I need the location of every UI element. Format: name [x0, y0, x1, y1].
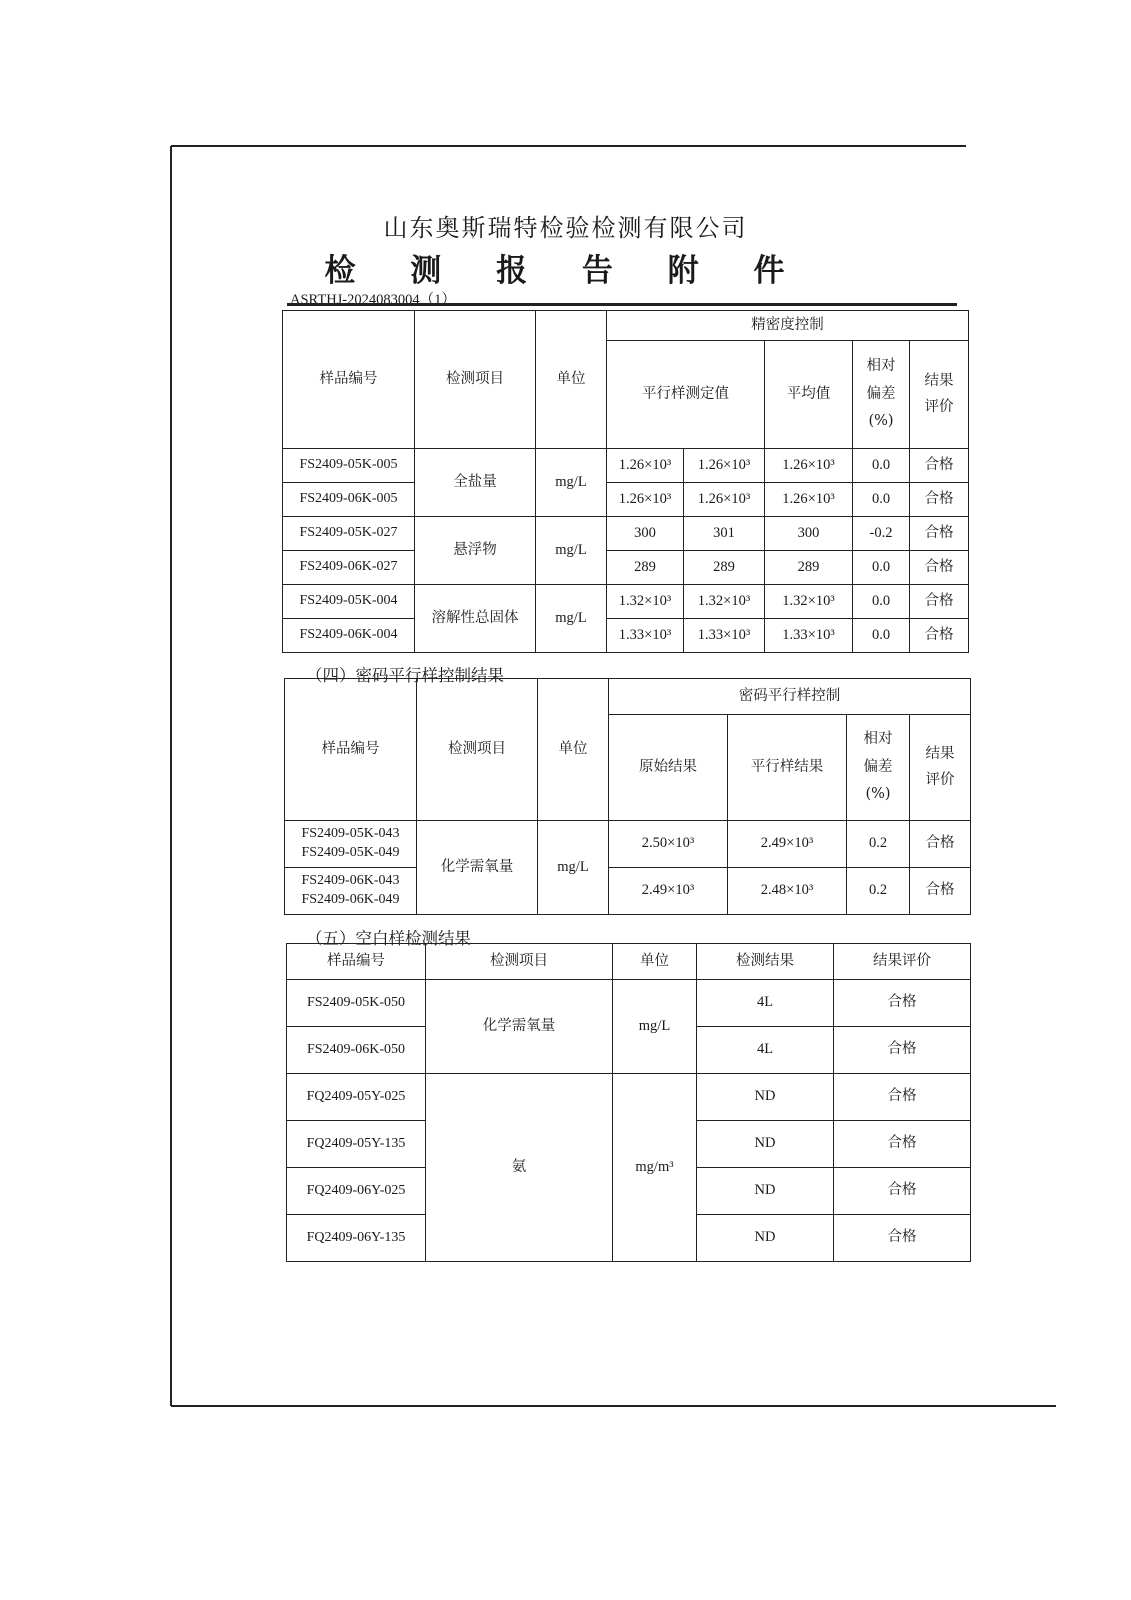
- header-parallel-result: 平行样结果: [728, 715, 847, 821]
- measured-value-1: 1.26×10³: [607, 483, 684, 517]
- table-row: [283, 449, 969, 483]
- mean-value: 1.26×10³: [765, 483, 853, 517]
- document-title: 检 测 报 告 附 件: [324, 253, 807, 289]
- precision-control-table: [282, 310, 969, 653]
- header-precision-control: 精密度控制: [607, 311, 969, 341]
- scan-frame-left: [170, 146, 172, 1406]
- report-number: ASRTHJ-2024083004（1）: [290, 292, 456, 308]
- header-evaluation: 结果 评价: [910, 341, 969, 449]
- unit: mg/L: [536, 585, 607, 653]
- test-result: ND: [697, 1215, 834, 1262]
- relative-deviation: 0.0: [853, 619, 910, 653]
- sample-id: FS2409-06K-050: [287, 1027, 426, 1074]
- evaluation: 合格: [910, 868, 971, 915]
- header-unit: 单位: [536, 311, 607, 449]
- mean-value: 300: [765, 517, 853, 551]
- header-test-result: 检测结果: [697, 944, 834, 980]
- measured-value-2: 1.32×10³: [684, 585, 765, 619]
- original-result: 2.49×10³: [609, 868, 728, 915]
- unit: mg/m³: [613, 1074, 697, 1262]
- header-original-result: 原始结果: [609, 715, 728, 821]
- test-item: 化学需氧量: [426, 980, 613, 1074]
- sample-id: FQ2409-06Y-135: [287, 1215, 426, 1262]
- table-row: [283, 517, 969, 551]
- header-sample-id: 样品编号: [287, 944, 426, 980]
- evaluation: 合格: [834, 1168, 971, 1215]
- measured-value-1: 300: [607, 517, 684, 551]
- blind-parallel-table: [284, 678, 971, 915]
- sample-id: FQ2409-06Y-025: [287, 1168, 426, 1215]
- header-rule: [287, 303, 957, 306]
- evaluation: 合格: [834, 1215, 971, 1262]
- sample-id: FQ2409-05Y-025: [287, 1074, 426, 1121]
- relative-deviation: 0.0: [853, 483, 910, 517]
- relative-deviation: 0.0: [853, 449, 910, 483]
- section-heading-blind-parallel: （四）密码平行样控制结果: [306, 666, 504, 685]
- test-result: ND: [697, 1074, 834, 1121]
- test-item: 化学需氧量: [417, 821, 538, 915]
- header-parallel-measured: 平行样测定值: [607, 341, 765, 449]
- sample-id: FQ2409-05Y-135: [287, 1121, 426, 1168]
- section-heading-blank-sample: （五）空白样检测结果: [306, 929, 471, 948]
- header-sample-id: 样品编号: [285, 679, 417, 821]
- header-test-item: 检测项目: [426, 944, 613, 980]
- evaluation: 合格: [910, 517, 969, 551]
- header-relative-deviation: 相对 偏差 (%): [847, 715, 910, 821]
- mean-value: 1.32×10³: [765, 585, 853, 619]
- test-item: 全盐量: [415, 449, 536, 517]
- header-blind-parallel-control: 密码平行样控制: [609, 679, 971, 715]
- evaluation: 合格: [910, 551, 969, 585]
- measured-value-1: 1.32×10³: [607, 585, 684, 619]
- test-result: ND: [697, 1121, 834, 1168]
- relative-deviation: 0.2: [847, 868, 910, 915]
- evaluation: 合格: [834, 1074, 971, 1121]
- table-row: [287, 980, 971, 1027]
- table-row: [283, 551, 969, 585]
- evaluation: 合格: [834, 1027, 971, 1074]
- relative-deviation: -0.2: [853, 517, 910, 551]
- mean-value: 1.26×10³: [765, 449, 853, 483]
- measured-value-1: 289: [607, 551, 684, 585]
- measured-value-2: 1.26×10³: [684, 449, 765, 483]
- scan-frame-top: [171, 145, 966, 147]
- header-unit: 单位: [538, 679, 609, 821]
- sample-id: FS2409-05K-050: [287, 980, 426, 1027]
- test-item: 溶解性总固体: [415, 585, 536, 653]
- test-result: 4L: [697, 980, 834, 1027]
- header-sample-id: 样品编号: [283, 311, 415, 449]
- company-name: 山东奥斯瑞特检验检测有限公司: [383, 214, 748, 242]
- blank-sample-table: [286, 943, 971, 1262]
- mean-value: 1.33×10³: [765, 619, 853, 653]
- measured-value-2: 1.33×10³: [684, 619, 765, 653]
- parallel-result: 2.49×10³: [728, 821, 847, 868]
- measured-value-2: 1.26×10³: [684, 483, 765, 517]
- parallel-result: 2.48×10³: [728, 868, 847, 915]
- table-row: [283, 619, 969, 653]
- test-item: 悬浮物: [415, 517, 536, 585]
- unit: mg/L: [538, 821, 609, 915]
- table-row: [287, 1074, 971, 1121]
- measured-value-1: 1.33×10³: [607, 619, 684, 653]
- header-relative-deviation: 相对 偏差 (%): [853, 341, 910, 449]
- unit: mg/L: [536, 517, 607, 585]
- measured-value-2: 301: [684, 517, 765, 551]
- relative-deviation: 0.0: [853, 551, 910, 585]
- test-result: ND: [697, 1168, 834, 1215]
- unit: mg/L: [613, 980, 697, 1074]
- scan-frame-bottom: [171, 1405, 1056, 1407]
- table-row: [283, 585, 969, 619]
- sample-id: FS2409-06K-027: [283, 551, 415, 585]
- test-item: 氨: [426, 1074, 613, 1262]
- original-result: 2.50×10³: [609, 821, 728, 868]
- sample-id: FS2409-05K-004: [283, 585, 415, 619]
- evaluation: 合格: [834, 980, 971, 1027]
- table-row: [283, 483, 969, 517]
- header-unit: 单位: [613, 944, 697, 980]
- relative-deviation: 0.0: [853, 585, 910, 619]
- evaluation: 合格: [910, 483, 969, 517]
- measured-value-1: 1.26×10³: [607, 449, 684, 483]
- sample-id: FS2409-06K-004: [283, 619, 415, 653]
- sample-id-pair: FS2409-06K-043 FS2409-06K-049: [285, 868, 417, 915]
- evaluation: 合格: [910, 449, 969, 483]
- header-test-item: 检测项目: [415, 311, 536, 449]
- table-row: [285, 821, 971, 868]
- relative-deviation: 0.2: [847, 821, 910, 868]
- evaluation: 合格: [910, 585, 969, 619]
- test-result: 4L: [697, 1027, 834, 1074]
- evaluation: 合格: [910, 821, 971, 868]
- header-mean: 平均值: [765, 341, 853, 449]
- evaluation: 合格: [834, 1121, 971, 1168]
- sample-id-pair: FS2409-05K-043 FS2409-05K-049: [285, 821, 417, 868]
- sample-id: FS2409-06K-005: [283, 483, 415, 517]
- header-evaluation: 结果评价: [834, 944, 971, 980]
- mean-value: 289: [765, 551, 853, 585]
- table-row: [285, 868, 971, 915]
- header-test-item: 检测项目: [417, 679, 538, 821]
- unit: mg/L: [536, 449, 607, 517]
- evaluation: 合格: [910, 619, 969, 653]
- sample-id: FS2409-05K-005: [283, 449, 415, 483]
- measured-value-2: 289: [684, 551, 765, 585]
- header-evaluation: 结果 评价: [910, 715, 971, 821]
- sample-id: FS2409-05K-027: [283, 517, 415, 551]
